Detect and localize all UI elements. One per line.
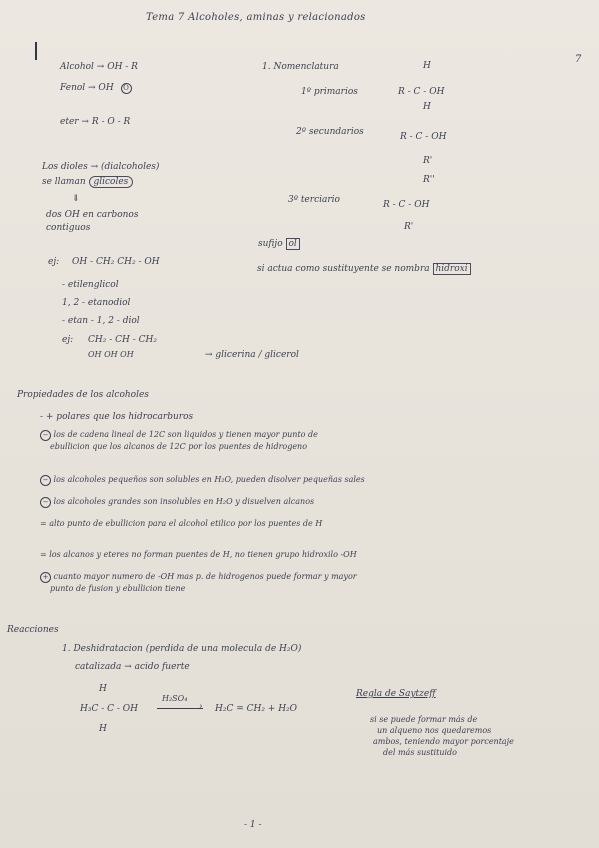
glycols-box: glicoles (89, 176, 134, 188)
glycerol-example (62, 336, 157, 345)
minus-circle-icon: − (40, 475, 51, 486)
rule-line-1: si se puede formar más de (370, 715, 478, 724)
property-2a-text: los de cadena lineal de 12C son liquidos y tienen mayor punto de (53, 430, 318, 439)
diol-name-3: - etan - 1, 2 - diol (62, 316, 140, 326)
tertiary-formula: R - C - OH (383, 200, 430, 210)
reactant-h-bottom: H (99, 724, 107, 734)
secondary-label: 2º secundarios (296, 127, 364, 137)
page-number: - 1 - (244, 820, 262, 830)
properties-heading: Propiedades de los alcoholes (17, 390, 149, 400)
primary-label: 1º primarios (301, 87, 358, 97)
h-bottom-primary: H (423, 102, 431, 112)
benzene-ring-icon: O (121, 83, 132, 94)
diols-line1: Los dioles → (dialcoholes) (42, 162, 160, 172)
example-label: ej: (48, 257, 60, 267)
fenol-definition (60, 83, 132, 94)
minus-circle-icon: − (40, 430, 51, 441)
fenol-text: Fenol → OH (60, 83, 114, 93)
plus-circle-icon: + (40, 572, 51, 583)
r-prime-secondary: R' (423, 156, 433, 166)
diol-example (48, 258, 160, 267)
property-7b: punto de fusion y ebullicion tiene (50, 584, 186, 593)
rule-line-2: un alqueno nos quedaremos (377, 726, 492, 735)
rule-line-4: del más sustituido (383, 748, 457, 757)
substituent-note (257, 265, 471, 274)
margin-mark (35, 42, 37, 60)
diols-se-llaman: se llaman (42, 177, 86, 187)
diol-name-2: 1, 2 - etanodiol (62, 298, 131, 308)
minus-circle-icon: − (40, 497, 51, 508)
diols-line3: dos OH en carbonos (46, 210, 139, 220)
hidroxi-box: hidroxi (433, 263, 471, 275)
reactions-heading: Reacciones (7, 625, 59, 635)
property-3-text: los alcoholes pequeños son solubles en H₂O, pueden disolver pequeñas sales (53, 475, 365, 484)
rule-line-3: ambos, teniendo mayor porcentaje (373, 737, 514, 746)
suffix-note (258, 240, 300, 249)
example2-label: ej: (62, 335, 74, 345)
diol-name-1: - etilenglicol (62, 280, 119, 290)
reactant-h-top: H (99, 684, 107, 694)
secondary-formula: R - C - OH (400, 132, 447, 142)
substituent-text: si actua como sustituyente se nombra (257, 264, 430, 274)
h-top-primary: H (423, 61, 431, 71)
reactant: H₃C - C - OH (80, 704, 138, 714)
rule-title: Regla de Saytzeff (356, 689, 436, 699)
nomenclature-heading: 1. Nomenclatura (262, 62, 339, 72)
diol-formula: OH - CH₂ CH₂ - OH (72, 257, 160, 267)
product: H₂C = CH₂ + H₂O (215, 704, 298, 714)
tertiary-label: 3º terciario (288, 195, 340, 205)
property-5: = alto punto de ebullicion para el alcohol etilico por los puentes de H (40, 519, 323, 528)
diols-line4: contiguos (46, 223, 91, 233)
corner-mark: 7 (575, 54, 582, 65)
glycerol-oh-row: OH OH OH (88, 350, 134, 359)
primary-formula: R - C - OH (398, 87, 445, 97)
property-2a (40, 430, 318, 441)
property-3 (40, 475, 365, 486)
property-7a-text: cuanto mayor numero de -OH mas p. de hidrogenos puede formar y mayor (53, 572, 357, 581)
reaction-arrowhead-icon: › (199, 702, 203, 712)
diols-arrow: ⇓ (72, 194, 80, 204)
eter-definition: eter → R - O - R (60, 117, 131, 127)
property-4 (40, 497, 314, 508)
glycerin-name: → glicerina / glicerol (205, 350, 299, 360)
property-6: = los alcanos y eteres no forman puentes de H, no tienen grupo hidroxilo -OH (40, 550, 357, 559)
catalyst-label: H₂SO₄ (162, 694, 188, 703)
suffix-label: sufijo (258, 239, 283, 249)
glycerol-formula: CH₂ - CH - CH₂ (88, 335, 157, 345)
reaction-1-catalyst: catalizada → acido fuerte (75, 662, 190, 672)
page-title: Tema 7 Alcoholes, aminas y relacionados (146, 12, 366, 23)
r-prime-tertiary: R' (404, 222, 414, 232)
reaction-1: 1. Deshidratacion (perdida de una molecula de H₂O) (62, 644, 302, 654)
property-1: - + polares que los hidrocarburos (40, 412, 194, 422)
r-double-prime: R'' (423, 175, 435, 185)
diols-line2 (42, 178, 133, 187)
suffix-box: ol (286, 238, 300, 250)
property-4-text: los alcoholes grandes son insolubles en H₂O y disuelven alcanos (53, 497, 315, 506)
property-2b: ebullicion que los alcanos de 12C por los puentes de hidrogeno (50, 442, 308, 451)
property-7a (40, 572, 357, 583)
reaction-arrow (157, 708, 203, 709)
alcohol-definition: Alcohol → OH - R (60, 62, 138, 72)
